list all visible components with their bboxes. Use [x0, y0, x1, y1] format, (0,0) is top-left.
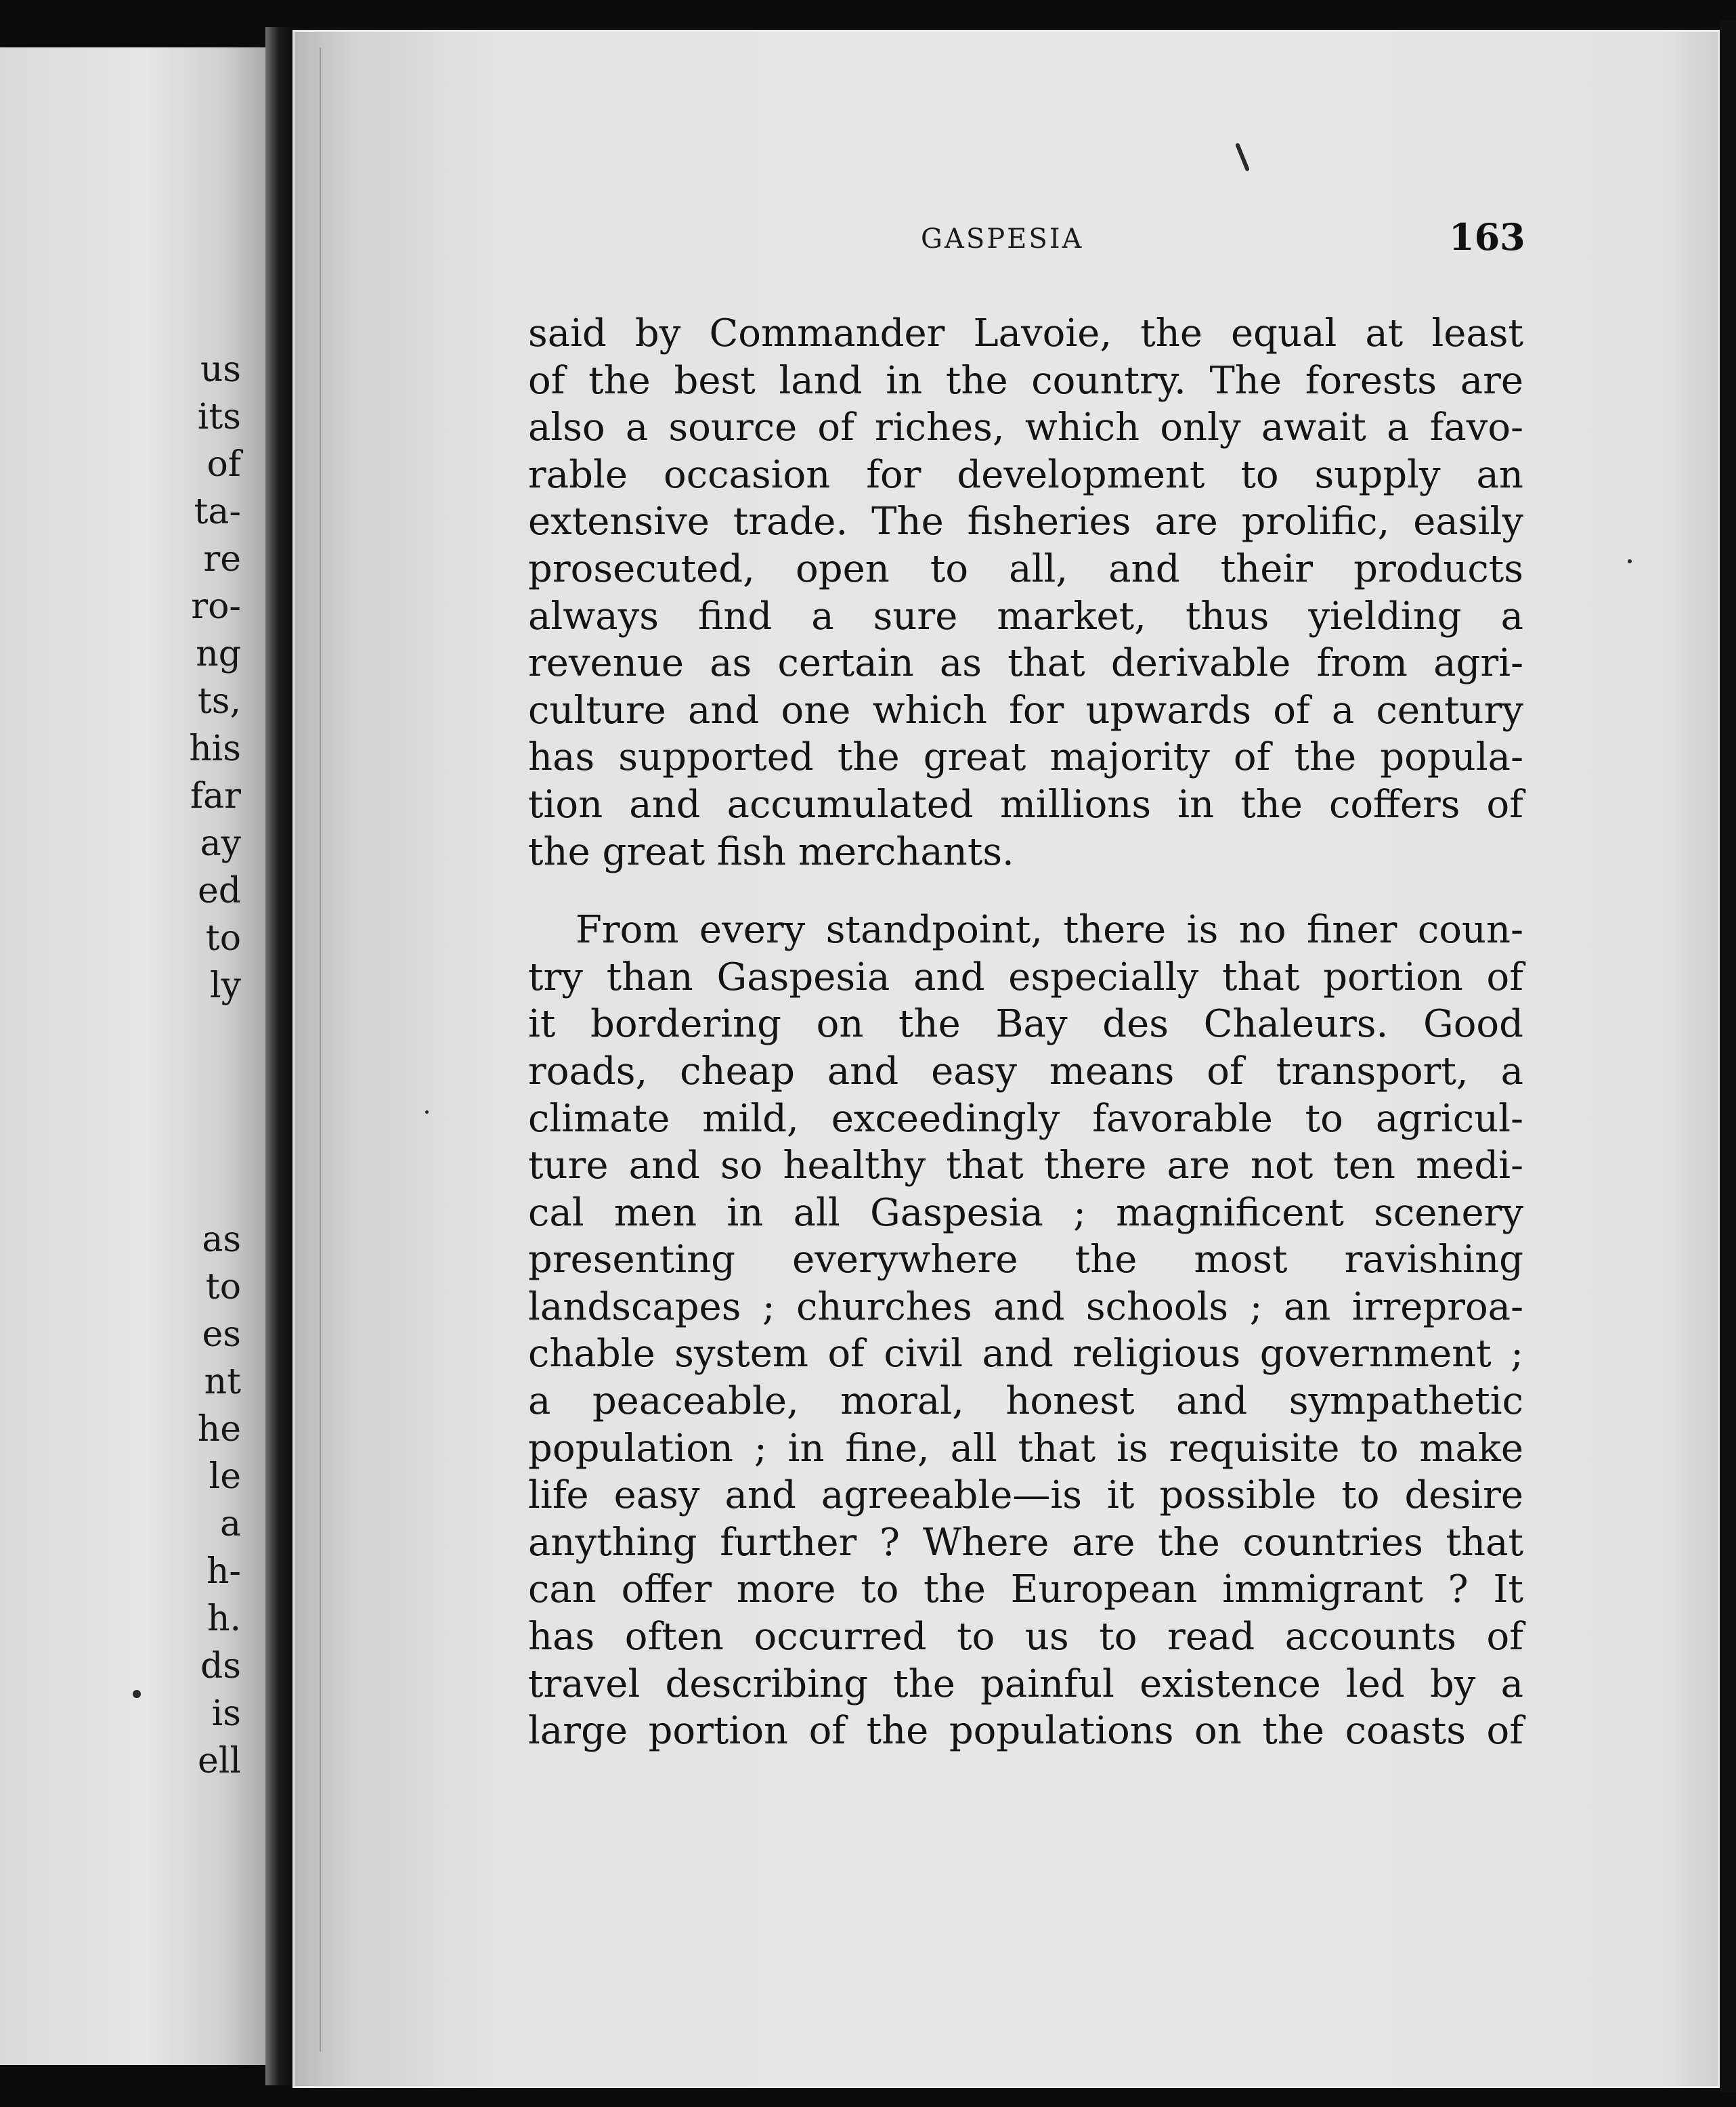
text-line: rable occasion for development to supply an	[528, 452, 1523, 497]
previous-page-fragment: far	[190, 776, 241, 817]
text-line: can offer more to the European immigrant ? It	[528, 1567, 1523, 1612]
previous-page-fragment: ay	[200, 823, 241, 864]
previous-page-fragment: as	[202, 1219, 241, 1260]
previous-page-fragment: es	[202, 1314, 241, 1355]
previous-page-fragment: of	[207, 444, 241, 485]
previous-page-fragment: h.	[207, 1599, 241, 1639]
text-line: large portion of the populations on the coasts of	[528, 1709, 1523, 1754]
body-text	[528, 310, 1523, 1755]
previous-page	[0, 47, 265, 2065]
text-line: landscapes ; churches and schools ; an irreproa-	[528, 1284, 1523, 1329]
text-line: try than Gaspesia and especially that portion of	[528, 955, 1523, 999]
book-gutter	[265, 27, 292, 2085]
text-line: the great fish merchants.	[528, 829, 1014, 874]
previous-page-fragment: he	[197, 1409, 241, 1450]
paragraph	[528, 907, 1523, 1755]
text-line: anything further ? Where are the countries that	[528, 1520, 1523, 1565]
previous-page-fragment: its	[197, 397, 241, 437]
page-number: 163	[1449, 215, 1525, 259]
text-line: also a source of riches, which only await a favo-	[528, 406, 1523, 450]
previous-page-fragment: ed	[197, 871, 241, 911]
previous-page-fragment: ly	[209, 965, 241, 1006]
text-line: a peaceable, moral, honest and sympathetic	[528, 1379, 1523, 1424]
text-line: culture and one which for upwards of a century	[528, 688, 1523, 733]
text-line: of the best land in the country. The forests are	[528, 358, 1523, 403]
text-line: climate mild, exceedingly favorable to agricul-	[528, 1096, 1523, 1141]
text-line: population ; in fine, all that is requisite to make	[528, 1426, 1523, 1471]
text-line: revenue as certain as that derivable from agri-	[528, 641, 1523, 686]
previous-page-fragment: nt	[204, 1362, 241, 1402]
previous-page-fragment: ts,	[197, 681, 241, 722]
text-line: it bordering on the Bay des Chaleurs. Good	[528, 1002, 1523, 1047]
previous-page-fragment: re	[203, 539, 241, 580]
paragraph	[528, 310, 1523, 875]
previous-page-fragment: is	[211, 1693, 241, 1734]
ink-speck	[133, 1690, 141, 1698]
text-line: extensive trade. The fisheries are prolific, easily	[528, 500, 1523, 544]
text-line: life easy and agreeable—is it possible to desire	[528, 1473, 1523, 1518]
ink-speck	[1628, 559, 1632, 563]
text-line: has often occurred to us to read accounts of	[528, 1615, 1523, 1659]
text-line: always find a sure market, thus yielding a	[528, 594, 1523, 638]
previous-page-fragment: h-	[206, 1551, 241, 1592]
previous-page-fragment: ro-	[191, 586, 241, 627]
previous-page-fragment: to	[205, 918, 241, 959]
text-line: said by Commander Lavoie, the equal at least	[528, 311, 1523, 355]
scan-right-edge	[1720, 20, 1736, 2092]
text-line: cal men in all Gaspesia ; magnificent scenery	[528, 1190, 1523, 1235]
text-line: chable system of civil and religious government ;	[528, 1332, 1523, 1376]
ink-speck	[425, 1110, 429, 1114]
text-line: roads, cheap and easy means of transport, a	[528, 1049, 1523, 1093]
text-line: presenting everywhere the most ravishing	[528, 1238, 1523, 1282]
text-line: prosecuted, open to all, and their products	[528, 546, 1523, 591]
text-line: travel describing the painful existence led by a	[528, 1661, 1523, 1706]
previous-page-fragment: a	[219, 1504, 241, 1544]
previous-page-fragment: ds	[200, 1646, 241, 1687]
text-line: has supported the great majority of the popula-	[528, 735, 1523, 780]
previous-page-text-fragments	[0, 47, 241, 2065]
previous-page-fragment: us	[200, 349, 241, 390]
previous-page-fragment: le	[209, 1456, 241, 1497]
previous-page-fragment: his	[189, 729, 241, 769]
previous-page-fragment: to	[205, 1267, 241, 1307]
text-line: tion and accumulated millions in the coffers of	[528, 782, 1523, 827]
text-line: From every standpoint, there is no finer coun-	[576, 908, 1523, 953]
running-head: GASPESIA	[921, 223, 1084, 255]
previous-page-fragment: ng	[196, 634, 241, 674]
text-line: ture and so healthy that there are not ten medi-	[528, 1144, 1523, 1188]
paragraph-gap	[528, 875, 1523, 907]
previous-page-fragment: ell	[197, 1741, 241, 1781]
previous-page-fragment: ta-	[194, 492, 241, 532]
